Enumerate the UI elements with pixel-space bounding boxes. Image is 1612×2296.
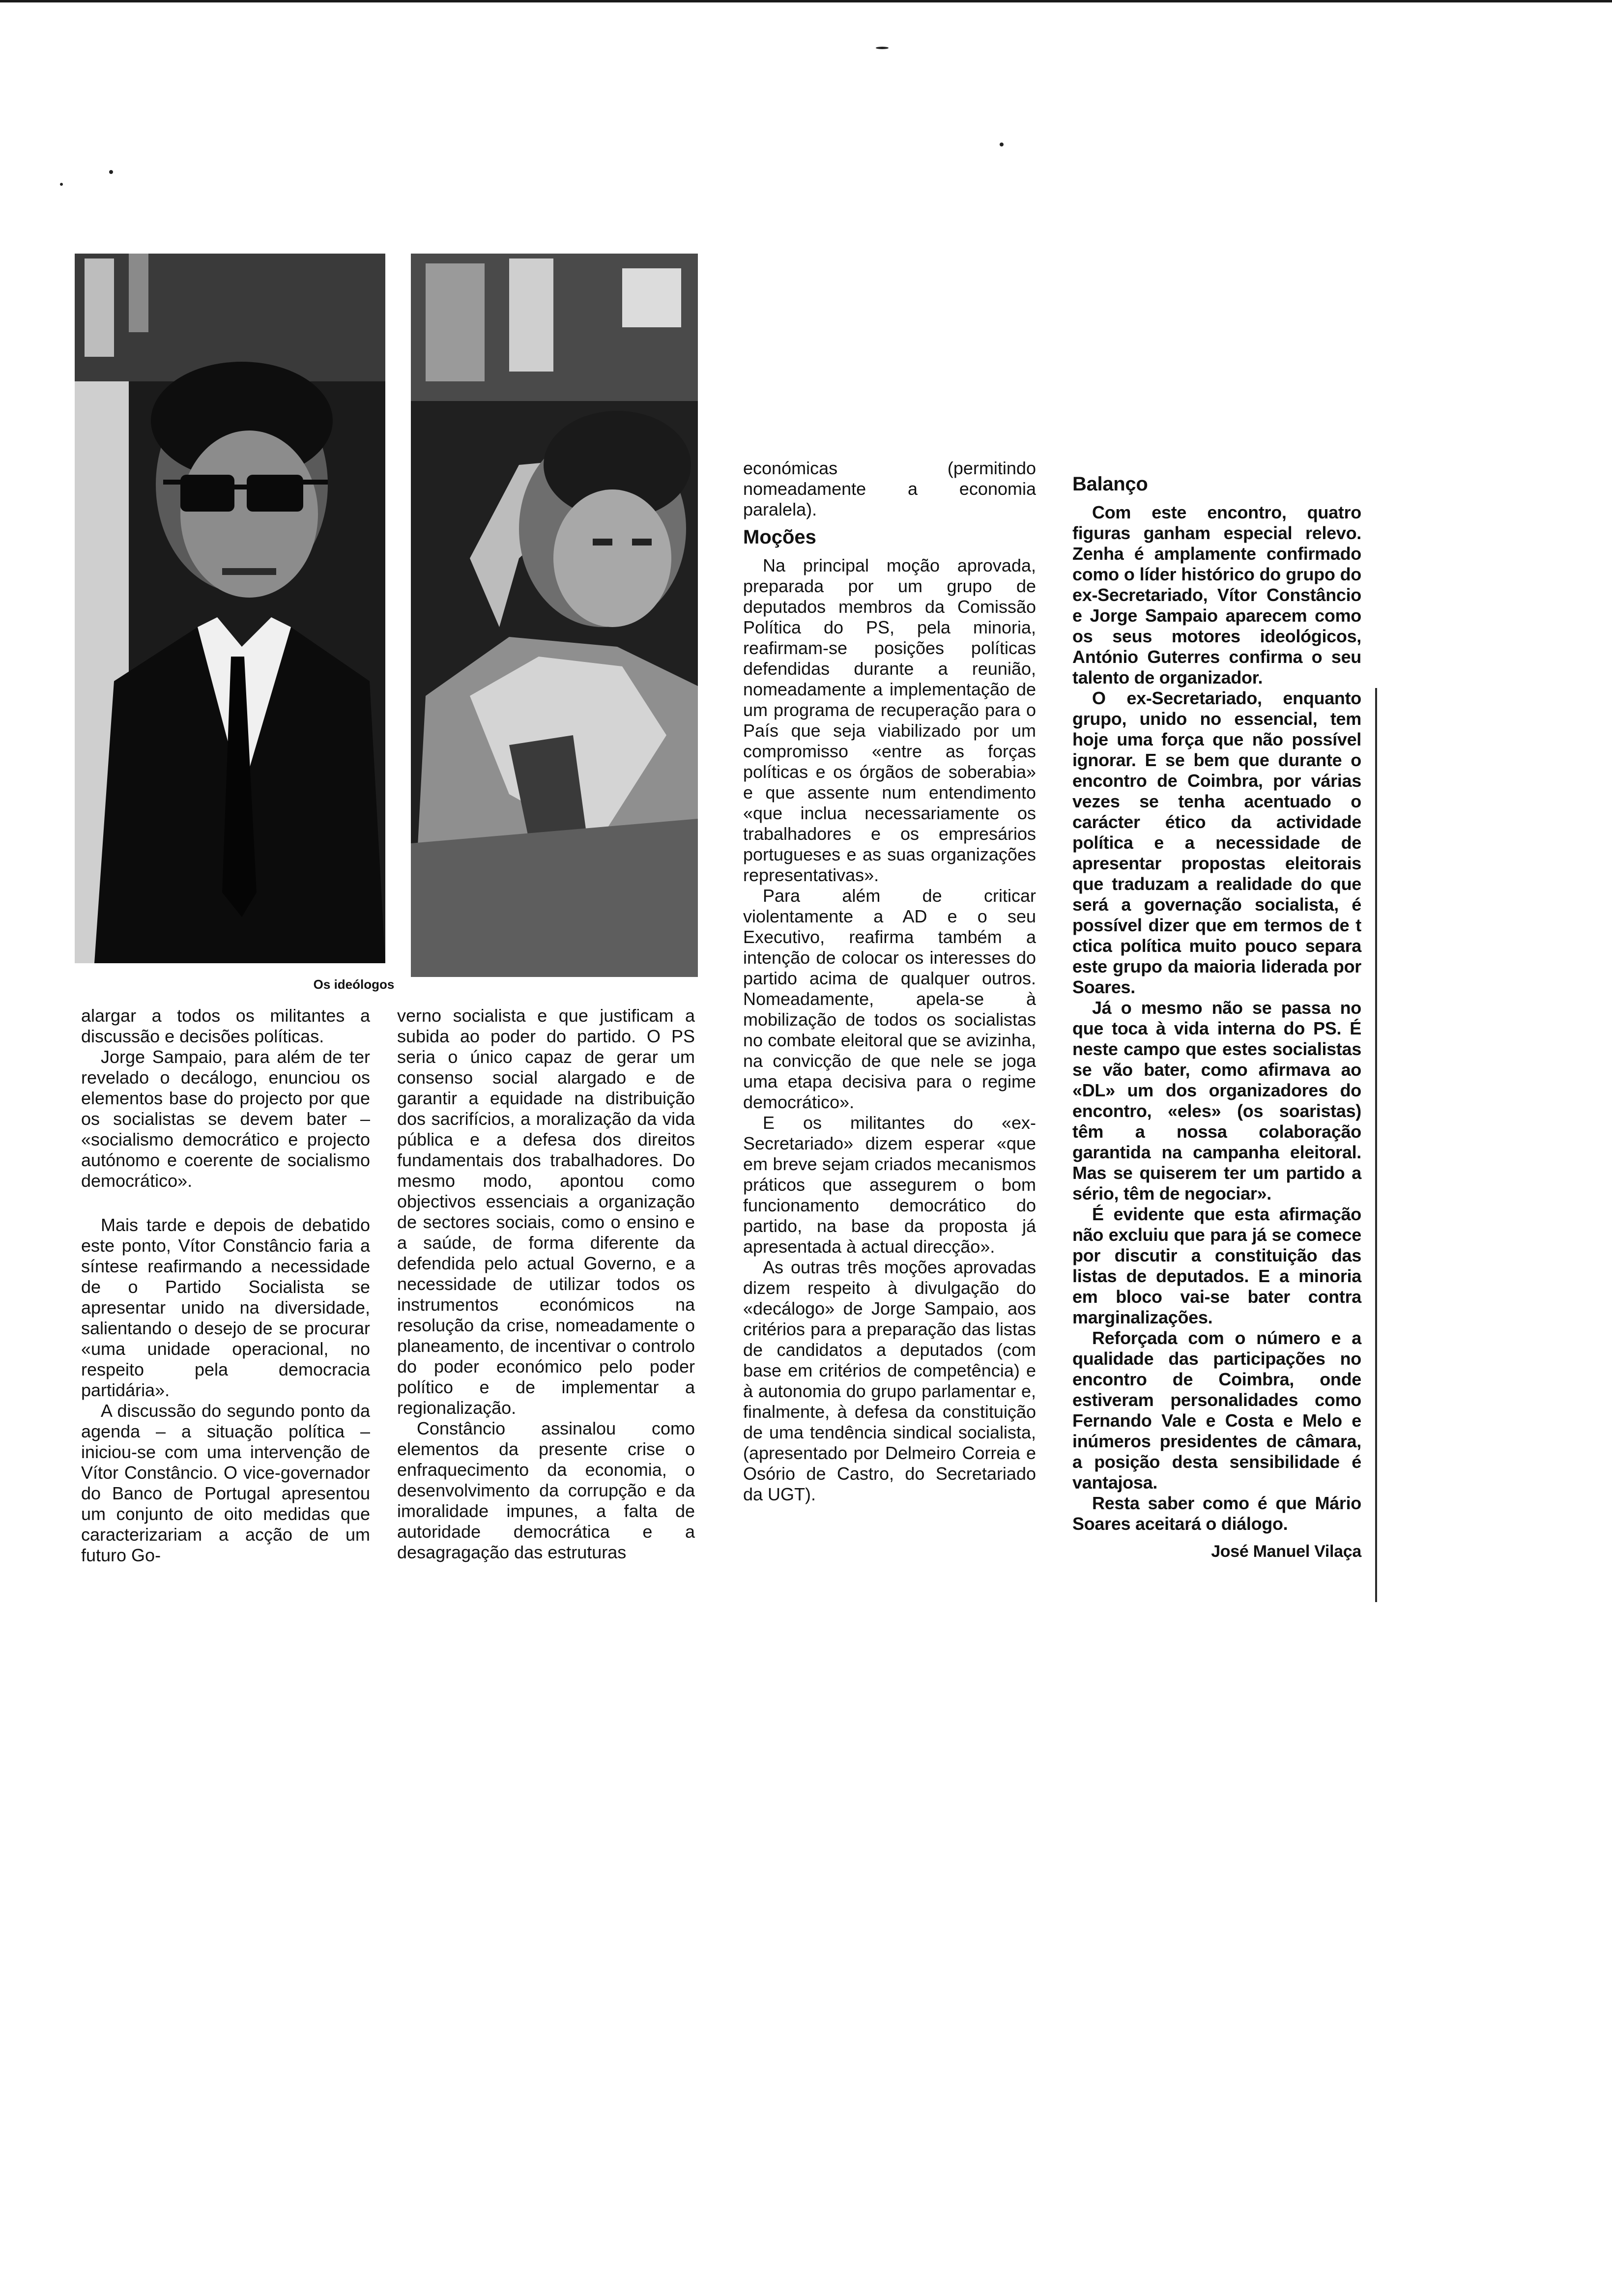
paragraph: Para além de criticar violentamente a AD e o seu Executivo, reafirma também a intenção de colocar os interesses do partido acima de qualquer outros. Nomeadamente, apela-se à mobilização de todos os socialistas no combate eleitoral que se avizinha, na convicção de que nele se joga uma etapa decisiva para o regime democrático». — [743, 886, 1036, 1112]
paragraph: E os militantes do «ex-Secretariado» dizem esperar «que em breve sejam criados mecanismos práticos que assegurem o bom funcionamento democrático do partido, na base da proposta já apresentada à actual direcção». — [743, 1113, 1036, 1257]
article-column-1 — [81, 1005, 370, 1566]
portrait-photo-right — [411, 254, 698, 977]
author-signature: José Manuel Vilaça — [1211, 1542, 1361, 1561]
scan-speck — [109, 170, 113, 174]
section-heading-mocoes: Moções — [743, 526, 816, 548]
scan-speck — [876, 47, 889, 49]
paragraph: económicas (permitindo nomeadamente a economia paralela). — [743, 458, 1036, 519]
article-column-2 — [397, 1005, 695, 1563]
column-rule — [1375, 688, 1377, 1602]
paragraph: Na principal moção aprovada, preparada por um grupo de deputados membros da Comissão Política do PS, pela minoria, reafirmam-se posições políticas defendidas durante a reunião, nomeadamente a implementação de um programa de recuperação para o País que seja viabilizado por um compromisso «entre as forças políticas e os órgãos de soberabia» e que assente num entendimento «que inclua necessariamente os trabalhadores e os empresários portugueses e as suas organizações representativas». — [743, 555, 1036, 885]
paragraph: Jorge Sampaio, para além de ter revelado o decálogo, enunciou os elementos base do projecto por que os socialistas se devem bater – «socialismo democrático e projecto autónomo e coerente de socialismo democrático». — [81, 1047, 370, 1191]
paragraph: alargar a todos os militantes a discussão e decisões políticas. — [81, 1005, 370, 1046]
paragraph: Mais tarde e depois de debatido este ponto, Vítor Constâncio faria a síntese reafirmando a necessidade de o Partido Socialista se apresentar unido na diversidade, salientando o desejo de se procurar «uma unidade operacional, no respeito pela democracia partidária». — [81, 1215, 370, 1400]
paragraph: As outras três moções aprovadas dizem respeito à divulgação do «decálogo» de Jorge Sampaio, aos critérios para a preparação das listas de candidatos a deputados (com base em critérios de competência) e à autonomia do grupo parlamentar e, finalmente, à defesa da constituição de uma tendência sindical socialista, (apresentado por Delmeiro Correia e Osório de Castro, do Secretariado da UGT). — [743, 1257, 1036, 1504]
paragraph: verno socialista e que justificam a subida ao poder do partido. O PS seria o único capaz de gerar um consenso social alargado e de garantir a equidade na distribuição dos sacrifícios, a moralização da vida pública e a defesa dos direitos fundamentais dos trabalhadores. Do mesmo modo, apontou como objectivos essenciais a organização de sectores sociais, como o ensino e a saúde, de forma diferente da defendida pelo actual Governo, e a necessidade de utilizar todos os instrumentos económicos na resolução da crise, nomeadamente o planeamento, de incentivar o controlo do poder económico pelo poder político e de implementar a regionalização. — [397, 1005, 695, 1418]
photo-caption: Os ideólogos — [313, 977, 395, 992]
article-column-3 — [743, 458, 1036, 1505]
portrait-photo-left — [75, 254, 385, 963]
paragraph: Constâncio assinalou como elementos da presente crise o enfraquecimento da economia, o desenvolvimento da corrupção e da imoralidade impunes, a falta de autoridade democrática e a desagragação das estruturas — [397, 1418, 695, 1562]
paragraph: Resta saber como é que Mário Soares aceitará o diálogo. — [1072, 1493, 1361, 1534]
paragraph: Com este encontro, quatro figuras ganham especial relevo. Zenha é amplamente confirmado como o líder histórico do grupo do ex-Secretariado, Vítor Constâncio e Jorge Sampaio aparecem como os seus motores ideológicos, António Guterres confirma o seu talento de organizador. — [1072, 502, 1361, 688]
paragraph: O ex-Secretariado, enquanto grupo, unido no essencial, tem hoje uma força que não possível ignorar. E se bem que durante o encontro de Coimbra, por várias vezes se tenha acentuado o carácter ético da actividade política e a necessidade de apresentar propostas eleitorais que traduzam a realidade do que será a governação socialista, é possível dizer que em termos de t ctica política muito pouco separa este grupo da maioria liderada por Soares. — [1072, 688, 1361, 997]
scan-speck — [60, 183, 63, 186]
paragraph: A discussão do segundo ponto da agenda – a situação política – iniciou-se com uma intervenção de Vítor Constâncio. O vice-governador do Banco de Portugal apresentou um conjunto de oito medidas que caracterizariam a acção de um futuro Go- — [81, 1401, 370, 1565]
paragraph: É evidente que esta afirmação não excluiu que para já se comece por discutir a constituição das listas de deputados. E a minoria em bloco vai-se bater contra marginalizações. — [1072, 1204, 1361, 1327]
scan-speck — [1000, 143, 1004, 146]
scan-top-border — [0, 0, 1612, 2]
paragraph: Já o mesmo não se passa no que toca à vida interna do PS. É neste campo que estes socialistas se vão bater, como afirmava ao «DL» um dos organizadores do encontro, «eles» (os soaristas) têm a nossa colaboração garantida na campanha eleitoral. Mas se quiserem ter um partido a sério, têm de negociar». — [1072, 998, 1361, 1204]
section-heading-balanco: Balanço — [1072, 473, 1148, 495]
paragraph: Reforçada com o número e a qualidade das participações no encontro de Coimbra, onde estiveram personalidades como Fernando Vale e Costa e Melo e inúmeros presidentes de câmara, a posição desta sensibilidade é vantajosa. — [1072, 1328, 1361, 1492]
article-column-4 — [1072, 467, 1361, 1562]
